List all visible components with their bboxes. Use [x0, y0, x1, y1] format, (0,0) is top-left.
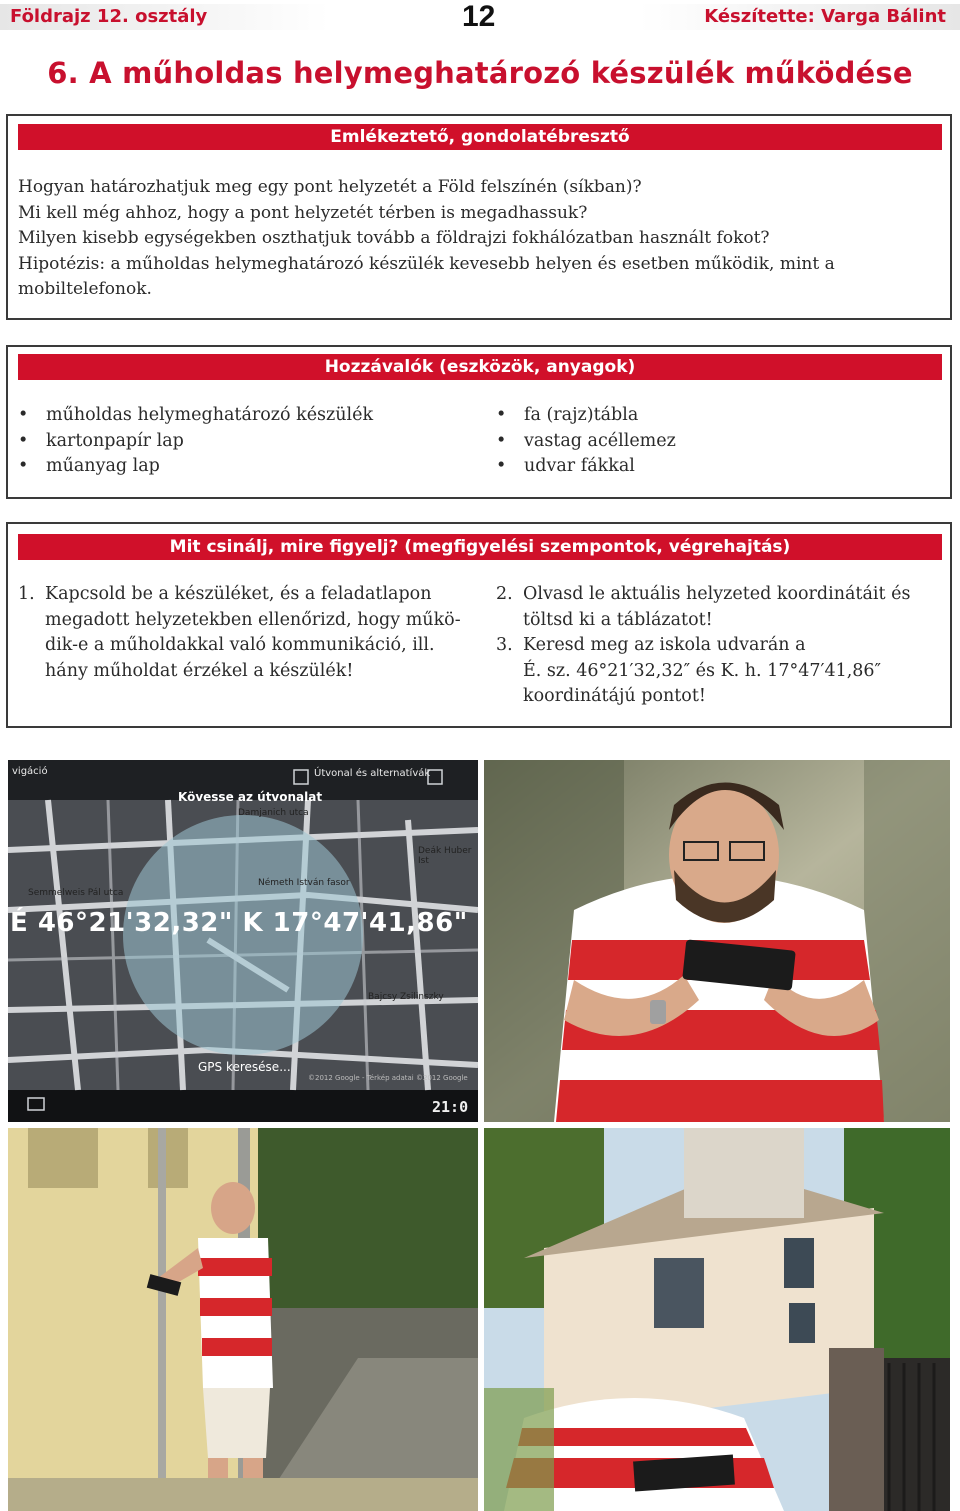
page-number: 12 — [462, 0, 496, 33]
street-label: Semmelweis Pál utca — [28, 888, 124, 898]
reminder-heading: Emlékeztető, gondolatébresztő — [18, 124, 942, 150]
reminder-line: Hogyan határozhatjuk meg egy pont helyzetét a Föld felszínén (síkban)? — [18, 177, 642, 197]
ingredients-heading: Hozzávalók (eszközök, anyagok) — [18, 354, 942, 380]
reminder-line: Milyen kisebb egységekben oszthatjuk tovább a földrajzi fokhálózatban használt fokot? — [18, 228, 770, 248]
nav-label: vigáció — [12, 766, 48, 777]
list-item: • műholdas helymeghatározó készülék — [18, 405, 374, 425]
student-with-gps-photo — [484, 760, 950, 1122]
student-at-house-photo — [484, 1128, 950, 1511]
list-item: • vastag acéllemez — [496, 430, 676, 451]
list-item: • műanyag lap — [18, 456, 160, 476]
street-label: Bajcsy Zsilinszky — [368, 992, 444, 1002]
page-header — [0, 0, 960, 36]
student-at-wall-photo — [8, 1128, 478, 1511]
ingredients-list-right — [496, 403, 676, 480]
task-item: 3. Keresd meg az iskola udvarán a É. sz. 46°21′32,32″ és K. h. 17°47′41,86″ koordinátájú pontot! — [496, 635, 882, 706]
page-title: 6. A műholdas helymeghatározó készülék működése — [47, 56, 913, 90]
reminder-line: mobiltelefonok. — [18, 279, 152, 299]
subject-label: Földrajz 12. osztály — [10, 6, 208, 27]
tasks-list-right — [496, 582, 946, 710]
street-label: Deák Huber Ist — [418, 846, 472, 866]
reminder-line: Hipotézis: a műholdas helymeghatározó készülék kevesebb helyen és esetben működik, mint a — [18, 253, 835, 274]
street-label: Damjanich utca — [238, 808, 309, 818]
reminder-box — [6, 114, 952, 320]
reminder-text — [18, 175, 936, 303]
list-item: • udvar fákkal — [496, 456, 635, 476]
reminder-line: Mi kell még ahhoz, hogy a pont helyzetét térben is megadhassuk? — [18, 202, 588, 223]
author-label: Készítette: Varga Bálint — [704, 6, 946, 27]
list-item: • kartonpapír lap — [18, 430, 184, 451]
clock: 21:0 — [432, 1098, 469, 1116]
tasks-box — [6, 522, 952, 728]
task-item: 1. Kapcsold be a készüléket, és a feladatlapon megadott helyzetekben ellenőrizd, hogy műkö- dik-e a műholdakkal való kommunikáció, ill. hány műholdat érzékel a készülék! — [18, 584, 461, 681]
tasks-list-left — [18, 582, 478, 684]
street-label: Németh István fasor — [258, 878, 350, 888]
route-menu-label[interactable]: Útvonal és alternatívák — [314, 768, 431, 779]
list-item: • fa (rajz)tábla — [496, 405, 639, 425]
ingredients-box — [6, 345, 952, 499]
tasks-heading: Mit csinálj, mire figyelj? (megfigyelési szempontok, végrehajtás) — [18, 534, 942, 560]
map-copyright: ©2012 Google - Térkép adatai ©2012 Google — [308, 1074, 468, 1082]
coordinates-readout: É 46°21'32,32" K 17°47'41,86" — [10, 908, 468, 938]
task-item: 2. Olvasd le aktuális helyzeted koordinátáit és töltsd ki a táblázatot! — [496, 584, 911, 630]
ingredients-list-left — [18, 403, 373, 480]
follow-route-label: Kövesse az útvonalat — [178, 790, 323, 804]
gps-search-label: GPS keresése... — [198, 1060, 291, 1074]
gps-screen-photo — [8, 760, 478, 1122]
